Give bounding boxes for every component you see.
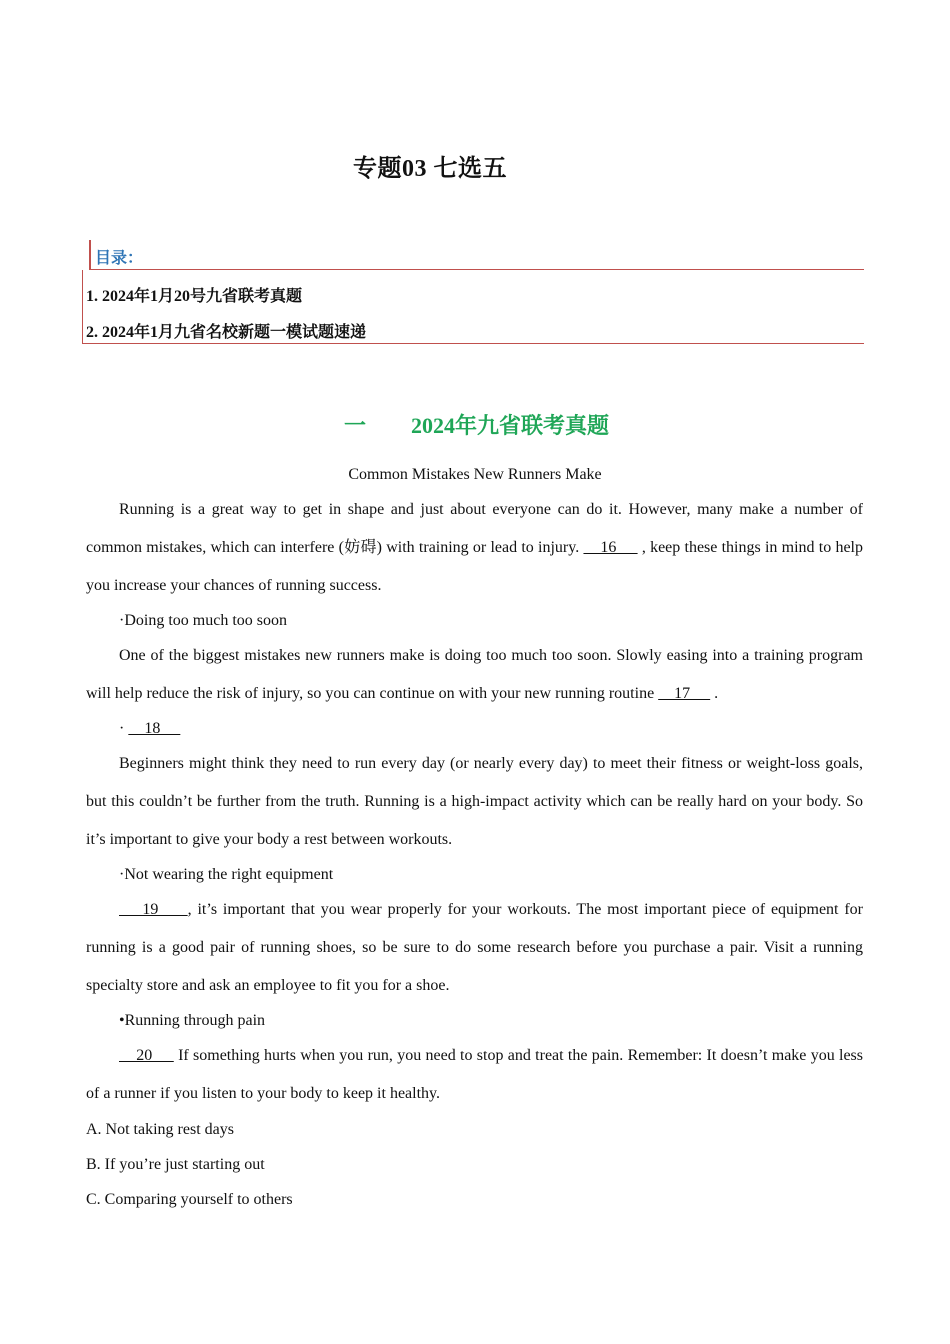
toc-border-left [82,270,83,344]
subheading-1: ·Doing too much too soon [119,612,287,629]
blank-20: 20 [119,1047,174,1064]
subheading-4: •Running through pain [119,1012,266,1029]
section-number: 一 [344,413,367,438]
paragraph-text: One of the biggest mistakes new runners make is doing too much too soon. Slowly easing into a training program will help reduce the risk of injury, so you can continue on with your new running routine [86,647,863,702]
section-title: 2024年九省联考真题 [411,413,610,438]
option-b: B. If you’re just starting out [86,1156,265,1173]
toc-border-bottom [82,343,864,344]
toc-label: 目录： [95,250,144,267]
blank-17: 17 [658,685,711,702]
toc-item[interactable]: 2. 2024年1月九省名校新题一模试题速递 [86,324,367,341]
blank-18: 18 [128,720,181,737]
paragraph-text: If something hurts when you run, you need to stop and treat the pain. Remember: It doesn’t make you less of a runner if you listen to your body to keep it healthy. [86,1047,864,1102]
paragraph-3 [86,745,863,859]
page-title: 专题03 七选五 [353,156,507,182]
blank-19: 19 [119,901,188,918]
paragraph-5 [86,1037,863,1113]
bullet-prefix: · [119,720,129,737]
toc-divider [89,269,864,270]
paragraph-text: , keep these things in mind to help you increase your chances of running success. [86,539,863,594]
paragraph-text: . [710,685,719,702]
paragraph-text: Beginners might think they need to run every day (or nearly every day) to meet their fitness or weight-loss goals, but this couldn’t be further from the truth. Running is a high-impact activity which can be really hard on your body. So it’s important to give your body a rest between workouts. [86,755,863,848]
paragraph-4 [86,891,863,1005]
paragraph-1 [86,491,863,605]
table-of-contents [82,240,864,344]
subheading-3: ·Not wearing the right equipment [119,866,334,883]
paragraph-text: , it’s important that you wear properly for your workouts. The most important piece of equipment for running is a good pair of running shoes, so be sure to do some research before you purchase a pair. Visit a running specialty store and ask an employee to fit you for a shoe. [86,901,864,994]
option-c: C. Comparing yourself to others [86,1191,293,1208]
toc-item[interactable]: 1. 2024年1月20号九省联考真题 [86,288,303,305]
blank-16: 16 [583,539,638,556]
paragraph-2 [86,637,863,713]
paragraph-text: Running is a great way to get in shape and just about everyone can do it. However, many make a number of common mistakes, which can interfere (妨碍) with training or lead to injury. [86,501,863,556]
toc-accent-bar [89,240,91,270]
option-a: A. Not taking rest days [86,1121,234,1138]
subheading-2 [119,719,180,739]
article-title: Common Mistakes New Runners Make [348,466,602,483]
